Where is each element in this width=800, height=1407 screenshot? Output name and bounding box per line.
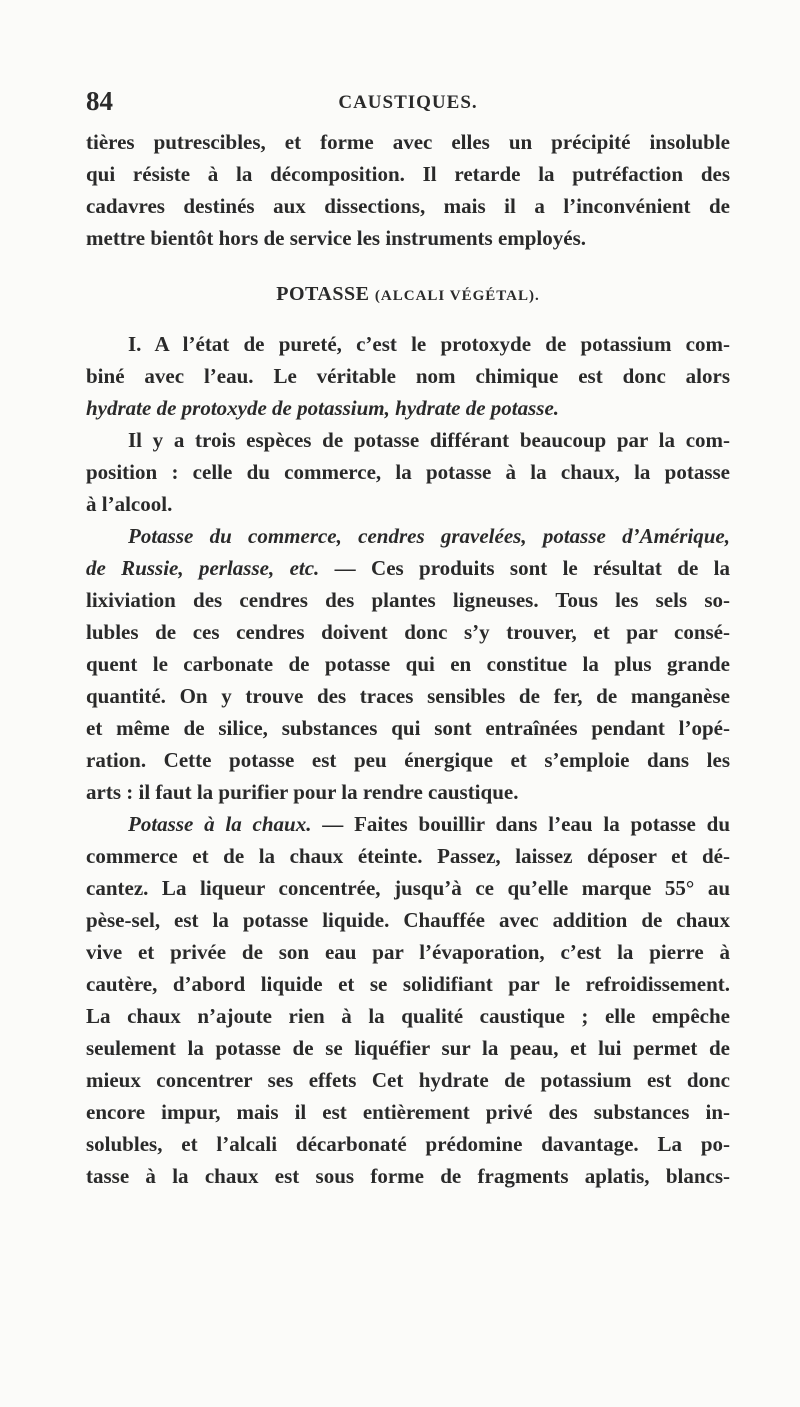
text-run: — Ces produits sont le résultat de la: [319, 556, 730, 580]
page-header: [86, 86, 730, 116]
text-run: — Faites bouillir dans l’eau la potasse du: [311, 812, 731, 836]
text-line: mieux concentrer ses effets Cet hydrate de potassium est donc: [86, 1068, 730, 1092]
text-line: qui résiste à la décomposition. Il retarde la putréfaction des: [86, 162, 730, 186]
text-line: quent le carbonate de potasse qui en constitue la plus grande: [86, 652, 730, 676]
text-line: position : celle du commerce, la potasse à la chaux, la potasse: [86, 460, 730, 484]
italic-term: Potasse à la chaux.: [128, 812, 312, 836]
italic-term: de Russie, perlasse, etc.: [86, 556, 320, 580]
text-line: commerce et de la chaux éteinte. Passez, laissez déposer et dé-: [86, 844, 730, 868]
text-line: tasse à la chaux est sous forme de fragments aplatis, blancs-: [86, 1164, 730, 1188]
paragraph-potasse-commerce: [86, 520, 730, 808]
text-line: arts : il faut la purifier pour la rendre caustique.: [86, 780, 519, 804]
text-line: lixiviation des cendres des plantes ligneuses. Tous les sels so-: [86, 588, 730, 612]
text-line: cantez. La liqueur concentrée, jusqu’à ce qu’elle marque 55° au: [86, 876, 730, 900]
section-heading: [86, 278, 730, 312]
text-line: [86, 552, 730, 584]
text-line: [86, 520, 730, 552]
text-line: quantité. On y trouve des traces sensibles de fer, de manganèse: [86, 684, 730, 708]
text-line: cautère, d’abord liquide et se solidifiant par le refroidissement.: [86, 972, 730, 996]
text-line: vive et privée de son eau par l’évaporation, c’est la pierre à: [86, 940, 730, 964]
intro-paragraph: [86, 126, 730, 254]
text-line: et même de silice, substances qui sont entraînées pendant l’opé-: [86, 716, 730, 740]
text-line: pèse-sel, est la potasse liquide. Chauffée avec addition de chaux: [86, 908, 730, 932]
text-line: seulement la potasse de se liquéfier sur la peau, et lui permet de: [86, 1036, 730, 1060]
paragraph-potasse-chaux: [86, 808, 730, 1192]
text-line: La chaux n’ajoute rien à la qualité caustique ; elle empêche: [86, 1004, 730, 1028]
text-line: Il y a trois espèces de potasse différant beaucoup par la com-: [128, 428, 730, 452]
text-line: lubles de ces cendres doivent donc s’y trouver, et par consé-: [86, 620, 730, 644]
section-title: POTASSE: [276, 283, 370, 305]
paragraph-species: [86, 424, 730, 520]
page-body: [86, 126, 730, 1192]
text-line: [86, 392, 730, 424]
text-line: I. A l’état de pureté, c’est le protoxyde de potassium com-: [128, 332, 730, 356]
text-line: mettre bientôt hors de service les instruments employés.: [86, 226, 587, 250]
italic-term: hydrate de protoxyde de potassium, hydrate de potasse.: [86, 396, 560, 420]
text-line: biné avec l’eau. Le véritable nom chimique est donc alors: [86, 364, 730, 388]
text-line: ration. Cette potasse est peu énergique et s’emploie dans les: [86, 748, 730, 772]
section-subtitle: (ALCALI VÉGÉTAL).: [374, 288, 540, 304]
paragraph-definition: [86, 328, 730, 424]
italic-term: Potasse du commerce, cendres gravelées, potasse d’Amérique,: [128, 524, 730, 548]
text-line: solubles, et l’alcali décarbonaté prédomine davantage. La po-: [86, 1132, 730, 1156]
text-line: encore impur, mais il est entièrement privé des substances in-: [86, 1100, 730, 1124]
page-number: 84: [86, 86, 113, 116]
text-line: [86, 808, 730, 840]
text-line: cadavres destinés aux dissections, mais il a l’inconvénient de: [86, 194, 730, 218]
running-head: CAUSTIQUES.: [338, 92, 478, 113]
text-line: tières putrescibles, et forme avec elles un précipité insoluble: [86, 130, 730, 154]
text-line: à l’alcool.: [86, 492, 173, 516]
